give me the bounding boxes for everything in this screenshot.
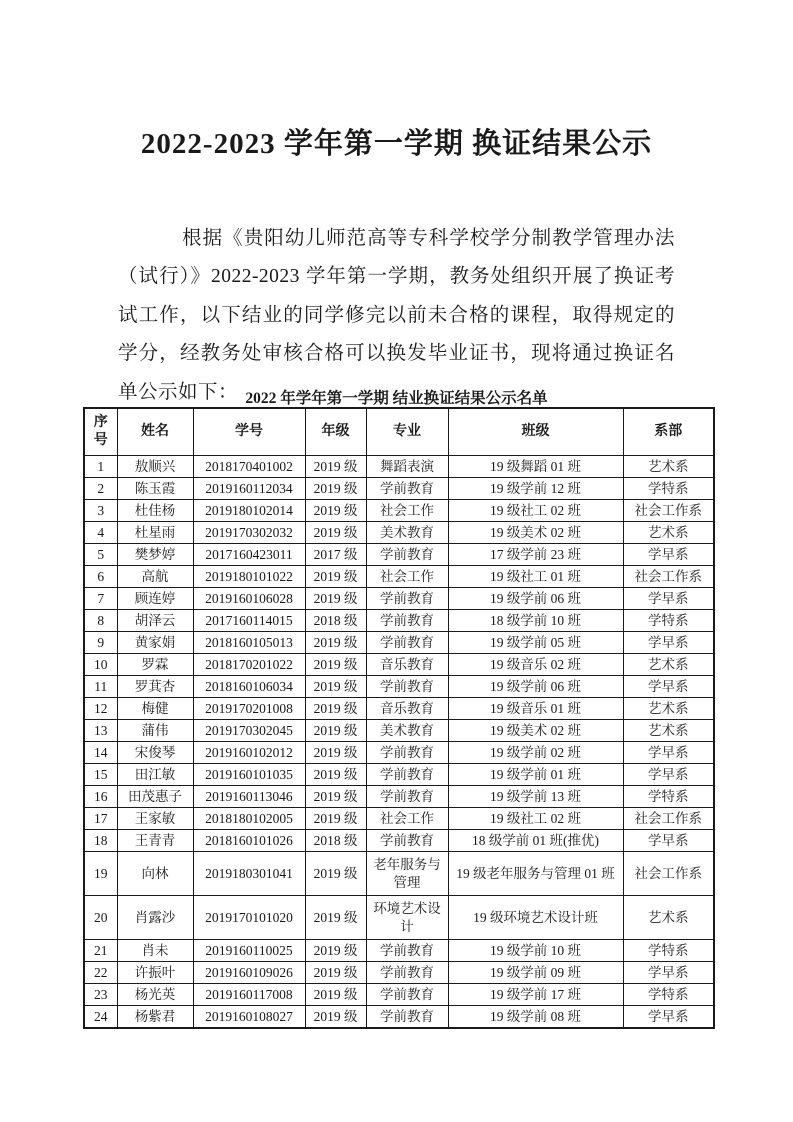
table-cell: 杜佳杨: [117, 500, 193, 522]
table-row: [84, 456, 714, 478]
table-row: [84, 566, 714, 588]
table-cell: 2019 级: [305, 940, 366, 962]
table-cell: 19 级学前 09 班: [448, 962, 623, 984]
table-cell: 2017160114015: [193, 610, 305, 632]
table-cell: 王家敏: [117, 808, 193, 830]
table-cell: 学特系: [623, 940, 714, 962]
table-cell: 宋俊琴: [117, 742, 193, 764]
table-cell: 2019 级: [305, 588, 366, 610]
header-cell-class: 班级: [448, 408, 623, 456]
table-cell: 学早系: [623, 544, 714, 566]
table-cell: 蒲伟: [117, 720, 193, 742]
table-row: [84, 478, 714, 500]
table-cell: 学特系: [623, 478, 714, 500]
table-cell: 19 级学前 17 班: [448, 984, 623, 1006]
table-cell: 2019 级: [305, 566, 366, 588]
table-cell: 学前教育: [366, 632, 448, 654]
table-cell: 2019 级: [305, 962, 366, 984]
table-cell: 2018 级: [305, 830, 366, 852]
table-caption: 2022 年学年第一学期 结业换证结果公示名单: [245, 390, 548, 407]
result-table: [83, 407, 715, 1029]
table-cell: 19 级学前 10 班: [448, 940, 623, 962]
table-cell: 7: [84, 588, 117, 610]
table-cell: 19 级学前 06 班: [448, 588, 623, 610]
header-cell-grade: 年级: [305, 408, 366, 456]
table-cell: 社会工作: [366, 500, 448, 522]
table-cell: 学前教育: [366, 478, 448, 500]
table-cell: 社会工作: [366, 808, 448, 830]
table-cell: 学早系: [623, 764, 714, 786]
table-cell: 2019160101035: [193, 764, 305, 786]
table-cell: 敖顺兴: [117, 456, 193, 478]
table-cell: 2019160108027: [193, 1006, 305, 1029]
table-cell: 2019 级: [305, 720, 366, 742]
table-cell: 2019160112034: [193, 478, 305, 500]
table-cell: 8: [84, 610, 117, 632]
table-cell: 2019170201008: [193, 698, 305, 720]
table-cell: 2019 级: [305, 676, 366, 698]
table-cell: 学早系: [623, 632, 714, 654]
table-cell: 10: [84, 654, 117, 676]
table-cell: 2019160110025: [193, 940, 305, 962]
table-row: [84, 522, 714, 544]
table-cell: 黄家娟: [117, 632, 193, 654]
table-cell: 社会工作: [366, 566, 448, 588]
table-cell: 22: [84, 962, 117, 984]
table-cell: 音乐教育: [366, 654, 448, 676]
table-cell: 学前教育: [366, 544, 448, 566]
table-cell: 肖未: [117, 940, 193, 962]
table-cell: 社会工作系: [623, 852, 714, 896]
table-cell: 向林: [117, 852, 193, 896]
table-cell: 学前教育: [366, 1006, 448, 1029]
table-cell: 学早系: [623, 676, 714, 698]
table-cell: 2018 级: [305, 610, 366, 632]
table-cell: 2019 级: [305, 808, 366, 830]
table-body: [84, 456, 714, 1029]
table-cell: 2018160106034: [193, 676, 305, 698]
table-cell: 17: [84, 808, 117, 830]
table-cell: 2019160109026: [193, 962, 305, 984]
table-cell: 19 级音乐 01 班: [448, 698, 623, 720]
table-row: [84, 500, 714, 522]
table-cell: 学特系: [623, 610, 714, 632]
table-cell: 田茂惠子: [117, 786, 193, 808]
table-cell: 艺术系: [623, 720, 714, 742]
table-cell: 学早系: [623, 588, 714, 610]
table-row: [84, 896, 714, 940]
table-cell: 社会工作系: [623, 500, 714, 522]
table-cell: 社会工作系: [623, 566, 714, 588]
table-row: [84, 830, 714, 852]
table-cell: 2018170401002: [193, 456, 305, 478]
header-cell-id: 学号: [193, 408, 305, 456]
table-cell: 艺术系: [623, 456, 714, 478]
table-cell: 19: [84, 852, 117, 896]
table-cell: 艺术系: [623, 522, 714, 544]
table-cell: 11: [84, 676, 117, 698]
table-cell: 18 级学前 10 班: [448, 610, 623, 632]
table-cell: 12: [84, 698, 117, 720]
table-cell: 学前教育: [366, 742, 448, 764]
table-cell: 2019 级: [305, 500, 366, 522]
table-cell: 学特系: [623, 786, 714, 808]
table-cell: 2019 级: [305, 632, 366, 654]
table-cell: 21: [84, 940, 117, 962]
table-cell: 2018170201022: [193, 654, 305, 676]
table-row: [84, 940, 714, 962]
table-cell: 19 级学前 01 班: [448, 764, 623, 786]
header-cell-no: 序号: [84, 408, 117, 456]
table-cell: 杨紫君: [117, 1006, 193, 1029]
table-cell: 14: [84, 742, 117, 764]
table-row: [84, 654, 714, 676]
table-cell: 环境艺术设计: [366, 896, 448, 940]
table-cell: 18 级学前 01 班(推优): [448, 830, 623, 852]
table-cell: 2019170101020: [193, 896, 305, 940]
table-cell: 19 级学前 13 班: [448, 786, 623, 808]
table-cell: 2019 级: [305, 698, 366, 720]
table-cell: 1: [84, 456, 117, 478]
table-cell: 2019 级: [305, 478, 366, 500]
table-cell: 2019 级: [305, 742, 366, 764]
table-cell: 2019 级: [305, 456, 366, 478]
table-cell: 19 级音乐 02 班: [448, 654, 623, 676]
table-cell: 19 级学前 06 班: [448, 676, 623, 698]
table-cell: 2019180102014: [193, 500, 305, 522]
table-cell: 2019160102012: [193, 742, 305, 764]
table-cell: 学前教育: [366, 962, 448, 984]
table-cell: 19 级学前 08 班: [448, 1006, 623, 1029]
table-cell: 2019180301041: [193, 852, 305, 896]
table-cell: 19 级舞蹈 01 班: [448, 456, 623, 478]
table-cell: 2: [84, 478, 117, 500]
table-cell: 2019 级: [305, 852, 366, 896]
table-cell: 罗霖: [117, 654, 193, 676]
header-cell-major: 专业: [366, 408, 448, 456]
table-cell: 学前教育: [366, 940, 448, 962]
table-cell: 2019180101022: [193, 566, 305, 588]
table-cell: 肖露沙: [117, 896, 193, 940]
table-cell: 18: [84, 830, 117, 852]
table-cell: 舞蹈表演: [366, 456, 448, 478]
table-row: [84, 698, 714, 720]
table-cell: 2019 级: [305, 764, 366, 786]
table-cell: 2019 级: [305, 654, 366, 676]
table-cell: 美术教育: [366, 720, 448, 742]
table-cell: 16: [84, 786, 117, 808]
table-cell: 2019160113046: [193, 786, 305, 808]
table-cell: 19 级社工 02 班: [448, 500, 623, 522]
table-cell: 19 级社工 02 班: [448, 808, 623, 830]
table-header-row: [84, 408, 714, 456]
table-cell: 学早系: [623, 742, 714, 764]
table-cell: 4: [84, 522, 117, 544]
table-row: [84, 742, 714, 764]
table-row: [84, 984, 714, 1006]
table-cell: 许振叶: [117, 962, 193, 984]
table-cell: 5: [84, 544, 117, 566]
table-cell: 学前教育: [366, 610, 448, 632]
table-cell: 19 级社工 01 班: [448, 566, 623, 588]
table-cell: 罗萁杏: [117, 676, 193, 698]
table-row: [84, 962, 714, 984]
table-cell: 2018160101026: [193, 830, 305, 852]
table-row: [84, 1006, 714, 1029]
table-cell: 学前教育: [366, 676, 448, 698]
table-cell: 9: [84, 632, 117, 654]
table-cell: 13: [84, 720, 117, 742]
table-cell: 学前教育: [366, 830, 448, 852]
table-row: [84, 544, 714, 566]
table-cell: 2019170302045: [193, 720, 305, 742]
table-cell: 学特系: [623, 984, 714, 1006]
table-cell: 音乐教育: [366, 698, 448, 720]
table-cell: 19 级环境艺术设计班: [448, 896, 623, 940]
table-cell: 19 级学前 02 班: [448, 742, 623, 764]
table-cell: 20: [84, 896, 117, 940]
table-cell: 2017 级: [305, 544, 366, 566]
table-cell: 樊梦婷: [117, 544, 193, 566]
page-title: 2022-2023 学年第一学期 换证结果公示: [140, 128, 653, 161]
table-cell: 学前教育: [366, 764, 448, 786]
table-row: [84, 676, 714, 698]
table-cell: 学前教育: [366, 588, 448, 610]
table-row: [84, 720, 714, 742]
table-row: [84, 632, 714, 654]
table-cell: 学早系: [623, 1006, 714, 1029]
table-cell: 3: [84, 500, 117, 522]
table-cell: 杨光英: [117, 984, 193, 1006]
table-cell: 2019160106028: [193, 588, 305, 610]
table-cell: 2019 级: [305, 896, 366, 940]
table-cell: 19 级学前 12 班: [448, 478, 623, 500]
table-cell: 2018180102005: [193, 808, 305, 830]
table-row: [84, 852, 714, 896]
table-cell: 胡泽云: [117, 610, 193, 632]
table-cell: 2019 级: [305, 786, 366, 808]
table-cell: 2019 级: [305, 1006, 366, 1029]
table-cell: 2018160105013: [193, 632, 305, 654]
table-cell: 学前教育: [366, 786, 448, 808]
table-cell: 艺术系: [623, 654, 714, 676]
header-cell-name: 姓名: [117, 408, 193, 456]
table-cell: 老年服务与管理: [366, 852, 448, 896]
table-cell: 学早系: [623, 962, 714, 984]
table-cell: 19 级美术 02 班: [448, 522, 623, 544]
table-row: [84, 610, 714, 632]
table-cell: 19 级美术 02 班: [448, 720, 623, 742]
table-cell: 艺术系: [623, 698, 714, 720]
table-cell: 2019 级: [305, 522, 366, 544]
table-cell: 2019170302032: [193, 522, 305, 544]
announcement-paragraph: 根据《贵阳幼儿师范高等专科学校学分制教学管理办法（试行）》2022-2023 学年第一学期，教务处组织开展了换证考试工作，以下结业的同学修完以前未合格的课程，取得规定的学分，经教务处审核合格可以换发毕业证书，现将通过换证名单公示如下：: [118, 227, 675, 403]
header-cell-dept: 系部: [623, 408, 714, 456]
table-cell: 艺术系: [623, 896, 714, 940]
table-cell: 2019 级: [305, 984, 366, 1006]
table-cell: 杜星雨: [117, 522, 193, 544]
table-cell: 王青青: [117, 830, 193, 852]
table-cell: 15: [84, 764, 117, 786]
table-cell: 梅健: [117, 698, 193, 720]
table-cell: 高航: [117, 566, 193, 588]
table-cell: 学前教育: [366, 984, 448, 1006]
table-cell: 19 级学前 05 班: [448, 632, 623, 654]
table-cell: 6: [84, 566, 117, 588]
table-cell: 2019160117008: [193, 984, 305, 1006]
table-cell: 田江敏: [117, 764, 193, 786]
table-cell: 19 级老年服务与管理 01 班: [448, 852, 623, 896]
table-row: [84, 786, 714, 808]
table-cell: 学早系: [623, 830, 714, 852]
table-cell: 2017160423011: [193, 544, 305, 566]
table-cell: 陈玉霞: [117, 478, 193, 500]
table-row: [84, 808, 714, 830]
table-cell: 美术教育: [366, 522, 448, 544]
table-cell: 社会工作系: [623, 808, 714, 830]
table-cell: 23: [84, 984, 117, 1006]
table-row: [84, 588, 714, 610]
table-cell: 顾连婷: [117, 588, 193, 610]
table-cell: 24: [84, 1006, 117, 1029]
table-row: [84, 764, 714, 786]
table-cell: 17 级学前 23 班: [448, 544, 623, 566]
